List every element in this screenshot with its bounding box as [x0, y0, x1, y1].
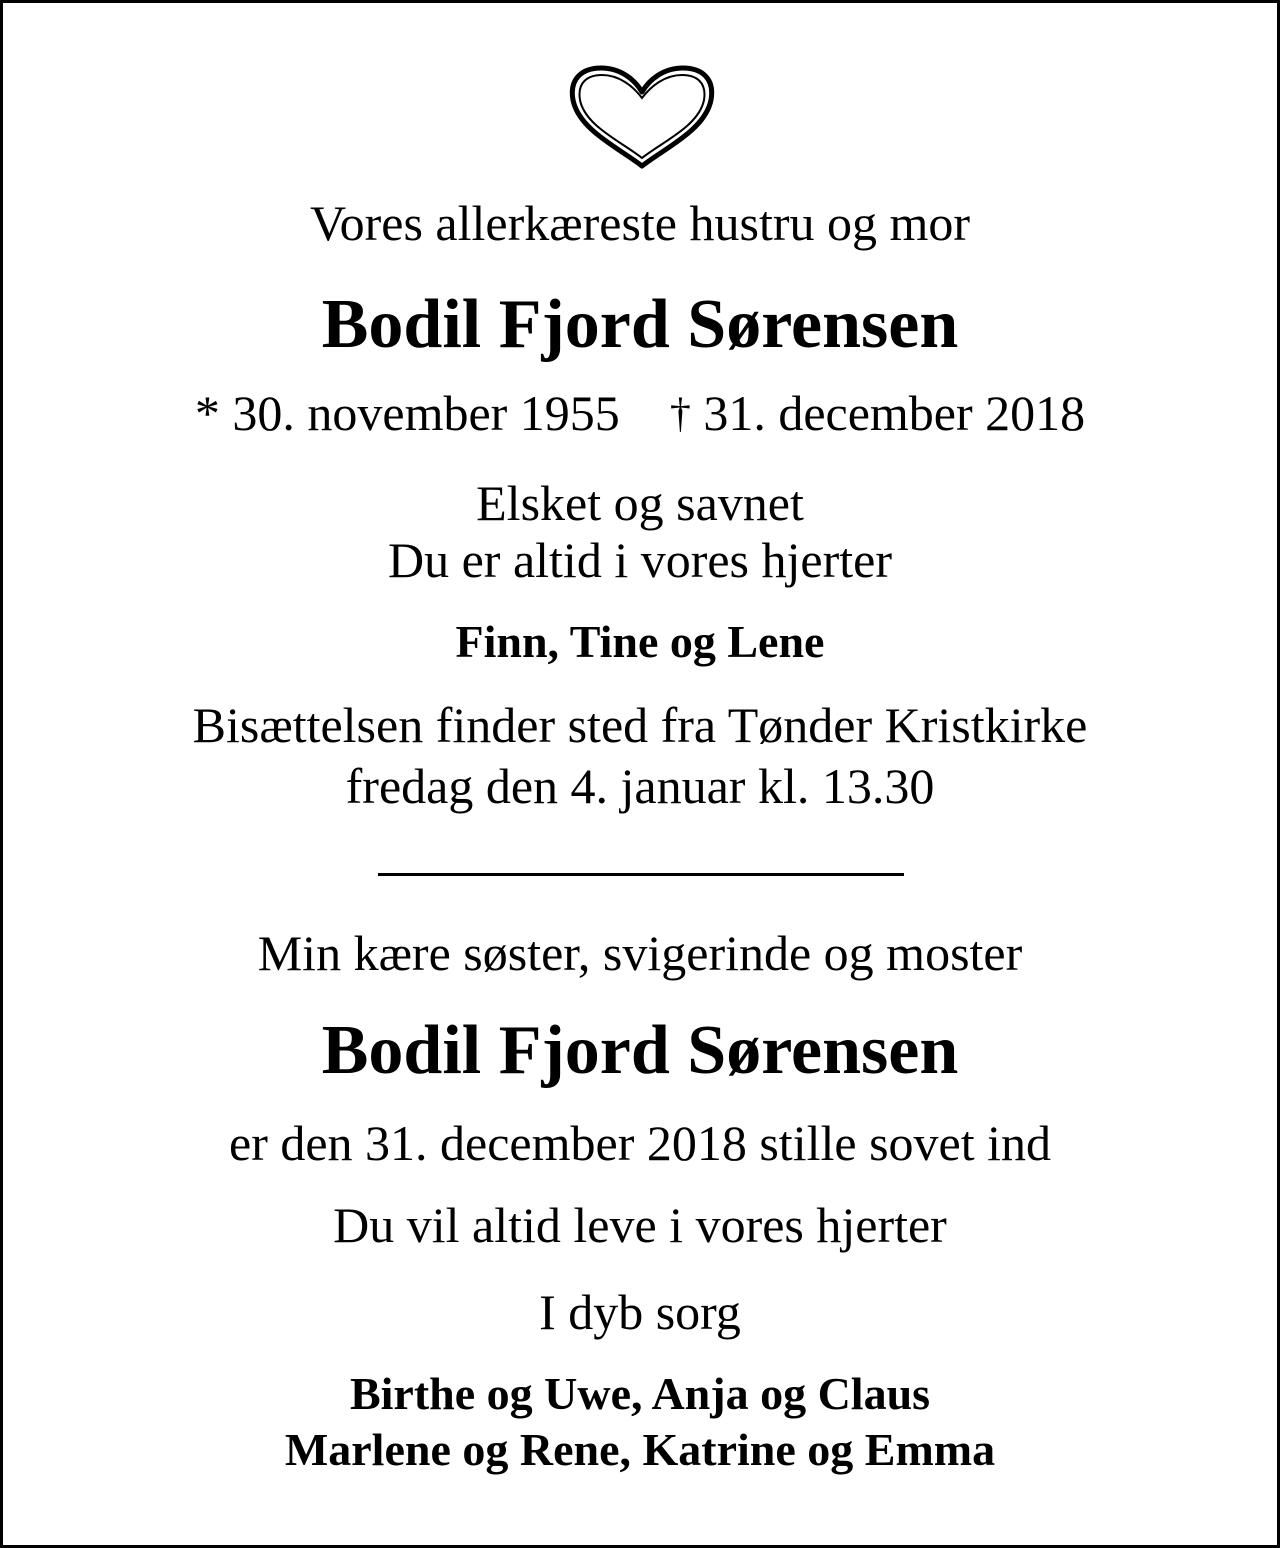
tribute-line-2: Du er altid i vores hjerter: [388, 532, 892, 588]
section-divider: [378, 873, 904, 876]
tribute-line-1: Elsket og savnet: [476, 475, 804, 531]
birth-date: 30. november 1955: [232, 385, 620, 441]
notice-intro: Vores allerkæreste hustru og mor: [309, 195, 971, 251]
deceased-name: Bodil Fjord Sørensen: [321, 286, 959, 363]
birth-symbol: *: [194, 385, 220, 441]
notice-intro-2: Min kære søster, svigerinde og moster: [257, 925, 1023, 981]
heart-icon: [567, 62, 717, 172]
family-signature-line-1: Birthe og Uwe, Anja og Claus: [349, 1368, 931, 1419]
passing-line: er den 31. december 2018 stille sovet ind: [229, 1115, 1051, 1171]
sorrow-line: I dyb sorg: [539, 1284, 741, 1340]
funeral-info-line-2: fredag den 4. januar kl. 13.30: [345, 758, 935, 814]
tribute-line-3: Du vil altid leve i vores hjerter: [333, 1197, 947, 1253]
family-signature: Finn, Tine og Lene: [455, 616, 825, 667]
family-signature-line-2: Marlene og Rene, Katrine og Emma: [284, 1424, 996, 1475]
funeral-info-line-1: Bisættelsen finder sted fra Tønder Kristkirke: [192, 697, 1088, 753]
life-dates: [0, 385, 1280, 441]
death-date: 31. december 2018: [703, 385, 1086, 441]
deceased-name-2: Bodil Fjord Sørensen: [321, 1012, 959, 1089]
death-cross-icon: †: [669, 391, 691, 437]
